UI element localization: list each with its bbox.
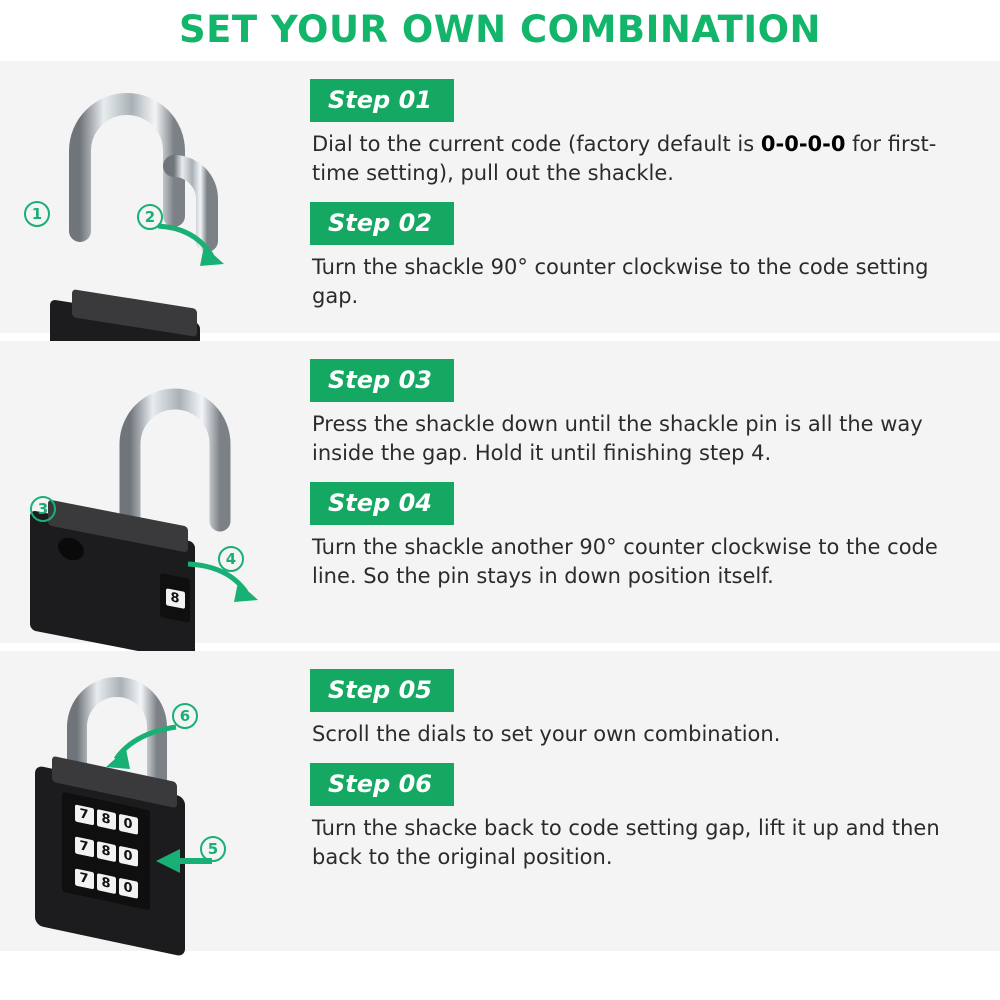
step-description: Turn the shacke back to code setting gap, lift it up and then back to the original position. [312,815,940,869]
panel-step-5-6 [0,651,1000,951]
step-description [310,130,972,188]
dial-digit[interactable]: 7 [75,836,94,857]
dial-digit[interactable]: 7 [75,868,94,889]
dial-digit[interactable]: 8 [166,588,185,609]
callout-marker: 6 [172,703,198,729]
callout-marker: 1 [24,201,50,227]
padlock-illustration-2 [0,341,300,643]
direction-arrow-icon [78,719,188,789]
direction-arrow-icon [180,556,290,626]
step-badge: Step 05 [310,669,454,712]
dial-digit[interactable]: 8 [97,808,116,829]
direction-arrow-icon [150,216,250,286]
step-badge: Step 04 [310,482,454,525]
step-text-after: for first- time setting), pull out the shackle. [312,132,937,185]
callout-marker: 2 [137,204,163,230]
step-text-before: Dial to the current code (factory default is [312,132,761,156]
padlock-illustration-1 [0,61,300,333]
step-badge: Step 01 [310,79,454,122]
dial-digit[interactable]: 0 [119,877,138,898]
callout-marker: 5 [200,836,226,862]
step-description: Turn the shackle 90° counter clockwise to the code setting gap. [312,254,929,308]
step-description: Turn the shackle another 90° counter clockwise to the code line. So the pin stays in down position itself. [312,534,938,588]
step-badge: Step 03 [310,359,454,402]
direction-arrow-icon [150,846,220,876]
callout-marker: 3 [30,496,56,522]
padlock-illustration-3 [0,651,300,951]
dial-row[interactable] [75,868,138,898]
panel-step-1-2 [0,61,1000,333]
dial-strip[interactable] [62,792,150,911]
step-description: Scroll the dials to set your own combination. [312,722,781,746]
dial-digit[interactable]: 8 [97,840,116,861]
dial-row[interactable] [75,804,138,834]
panel-3-text [300,651,1000,951]
dial-digit[interactable]: 0 [119,813,138,834]
dial-digit[interactable]: 0 [119,845,138,866]
step-description: Press the shackle down until the shackle pin is all the way inside the gap. Hold it until finishing step 4. [312,412,923,465]
dial-row[interactable] [75,836,138,866]
callout-marker: 4 [218,546,244,572]
step-badge: Step 02 [310,202,454,245]
panel-1-text [300,61,1000,333]
panel-step-3-4 [0,341,1000,643]
dial-digit[interactable]: 8 [97,872,116,893]
dial-digit[interactable]: 7 [75,804,94,825]
step-text-bold: 0-0-0-0 [760,132,846,156]
page-title: SET YOUR OWN COMBINATION [178,8,822,51]
step-badge: Step 06 [310,763,454,806]
panel-2-text [300,341,1000,643]
